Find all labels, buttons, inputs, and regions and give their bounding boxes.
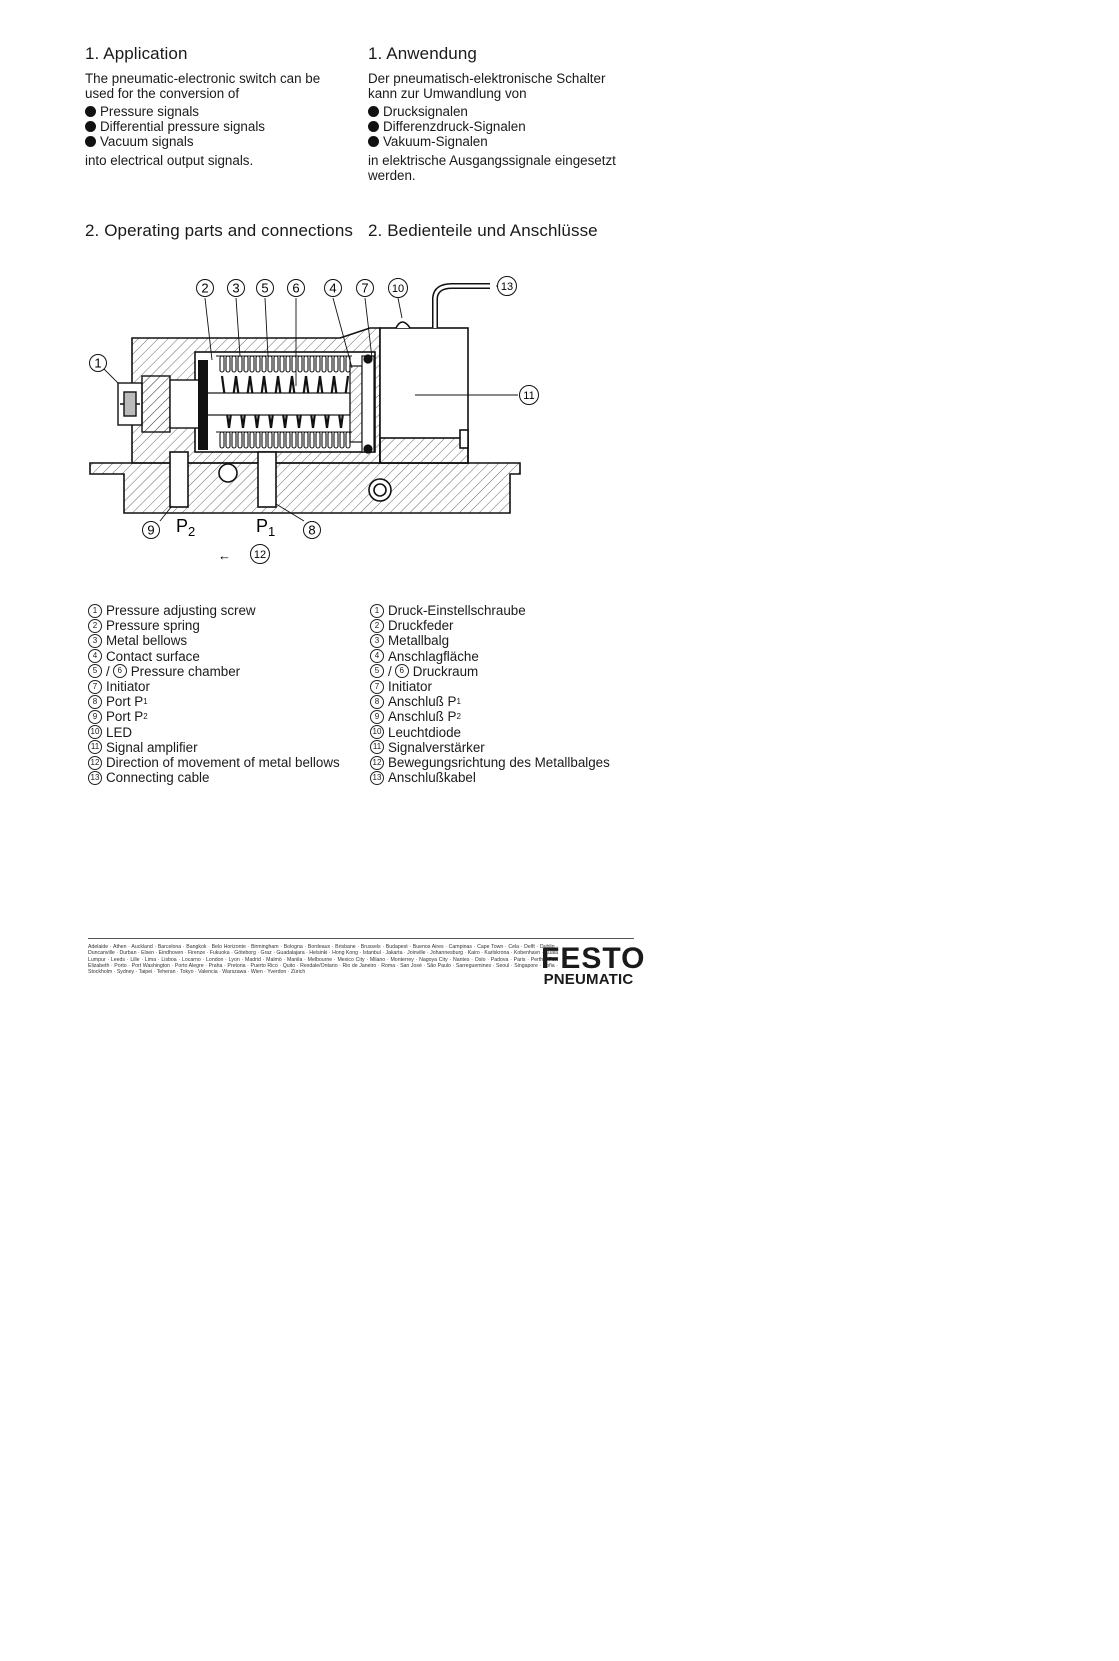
bullet-dot-icon — [85, 106, 96, 117]
legend-number-icon: 9 — [370, 710, 384, 724]
festo-logo — [541, 942, 646, 988]
callout-1 — [90, 355, 107, 372]
legend-text: Pressure adjusting screw — [106, 603, 256, 618]
legend-text: Signal amplifier — [106, 739, 198, 755]
legend-de — [370, 603, 610, 785]
legend-separator: / — [106, 663, 110, 679]
legend-item — [88, 725, 340, 740]
legend-text: Pressure spring — [106, 618, 200, 634]
callout-8 — [304, 522, 321, 539]
legend-number-icon: 8 — [88, 695, 102, 709]
legend-subscript: 1 — [143, 697, 148, 707]
svg-text:9: 9 — [147, 522, 155, 538]
legend-number-icon: 1 — [88, 604, 102, 618]
bullet-dot-icon — [368, 136, 379, 147]
legend-item — [88, 649, 340, 664]
svg-text:3: 3 — [232, 280, 240, 296]
legend-number-icon: 11 — [370, 740, 384, 754]
legend-number-icon: 4 — [88, 649, 102, 663]
bullet-text: Vacuum signals — [100, 134, 194, 149]
bullet-item — [368, 104, 526, 119]
bullet-item — [85, 104, 265, 119]
svg-text:5: 5 — [261, 280, 269, 296]
legend-text: Metallbalg — [388, 633, 450, 649]
svg-text:1: 1 — [94, 355, 102, 371]
legend-separator: / — [388, 663, 392, 679]
direction-arrow-icon: ← — [218, 548, 231, 563]
operating-title-de: 2. Bedienteile und Anschlüsse — [368, 221, 598, 240]
legend-text: Initiator — [388, 679, 432, 695]
svg-text:7: 7 — [361, 280, 369, 296]
legend-number-icon: 12 — [88, 756, 102, 770]
callout-11 — [520, 386, 539, 405]
legend-text: Bewegungsrichtung des Metallbalges — [388, 755, 610, 771]
callout-7 — [357, 280, 374, 297]
legend-number-icon: 13 — [88, 771, 102, 785]
legend-item — [370, 633, 610, 648]
legend-text: Anschluß P — [388, 709, 457, 725]
application-intro-en: The pneumatic-electronic switch can be used for the conversion of — [85, 71, 321, 101]
footer-rule — [88, 938, 634, 939]
callout-5 — [257, 280, 274, 297]
legend-item — [88, 633, 340, 648]
legend-item — [370, 755, 610, 770]
application-bullets-de — [368, 104, 526, 149]
legend-text: Leuchtdiode — [388, 724, 461, 740]
legend-item — [88, 679, 340, 694]
legend-en — [88, 603, 340, 785]
callout-3 — [228, 280, 245, 297]
legend-item — [88, 770, 340, 785]
application-title-de: 1. Anwendung — [368, 44, 477, 63]
legend-text: Anschlußkabel — [388, 770, 476, 786]
legend-number-icon: 3 — [88, 634, 102, 648]
legend-item — [88, 755, 340, 770]
svg-text:12: 12 — [253, 549, 267, 561]
legend-item — [88, 709, 340, 724]
svg-text:4: 4 — [329, 280, 337, 296]
bullet-text: Vakuum-Signalen — [383, 134, 488, 149]
bullet-text: Pressure signals — [100, 104, 199, 119]
bullet-text: Differenzdruck-Signalen — [383, 119, 526, 134]
legend-number-icon: 5 — [370, 664, 384, 678]
legend-item — [370, 649, 610, 664]
legend-number-icon: 6 — [113, 664, 127, 678]
legend-number-icon: 13 — [370, 771, 384, 785]
svg-text:8: 8 — [308, 522, 316, 538]
legend-item — [370, 740, 610, 755]
legend-number-icon: 11 — [88, 740, 102, 754]
legend-item — [370, 664, 610, 679]
legend-subscript: 2 — [143, 712, 148, 722]
bullet-item — [368, 119, 526, 134]
legend-text: Initiator — [106, 679, 150, 695]
svg-text:13: 13 — [500, 281, 514, 293]
legend-subscript: 2 — [456, 712, 461, 722]
legend-number-icon: 1 — [370, 604, 384, 618]
bullet-text: Differential pressure signals — [100, 119, 265, 134]
legend-item — [88, 618, 340, 633]
legend-number-icon: 5 — [88, 664, 102, 678]
application-outro-en: into electrical output signals. — [85, 153, 254, 168]
adjusting-screw — [118, 376, 200, 432]
legend-number-icon: 4 — [370, 649, 384, 663]
legend-subscript: 1 — [456, 697, 461, 707]
legend-number-icon: 3 — [370, 634, 384, 648]
svg-text:2: 2 — [201, 280, 209, 296]
legend-text: Anschlagfläche — [388, 648, 479, 664]
legend-text: Signalverstärker — [388, 739, 485, 755]
contact-plate — [198, 360, 208, 450]
legend-number-icon: 12 — [370, 756, 384, 770]
callout-10 — [389, 279, 408, 298]
legend-text: Druckraum — [412, 663, 479, 679]
bullet-dot-icon — [368, 121, 379, 132]
bullet-item — [368, 134, 526, 149]
legend-text: Druck-Einstellschraube — [388, 603, 526, 618]
application-title-en: 1. Application — [85, 44, 188, 63]
callout-12 — [251, 545, 270, 564]
legend-number-icon: 2 — [88, 619, 102, 633]
svg-text:6: 6 — [292, 280, 300, 296]
bullet-dot-icon — [85, 136, 96, 147]
legend-text: Port P — [106, 694, 144, 710]
port-p1-label: $P_1$ — [256, 516, 276, 539]
callout-6 — [288, 280, 305, 297]
legend-number-icon: 10 — [370, 725, 384, 739]
legend-text: Anschluß P — [388, 694, 457, 710]
legend-item — [88, 694, 340, 709]
port-p2-label: $P_2$ — [176, 516, 196, 539]
bullet-text: Drucksignalen — [383, 104, 468, 119]
legend-item — [370, 770, 610, 785]
bullet-dot-icon — [368, 106, 379, 117]
legend-text: Direction of movement of metal bellows — [106, 755, 340, 771]
legend-item — [370, 709, 610, 724]
application-outro-de: in elektrische Ausgangssignale eingesetzt werden. — [368, 153, 616, 183]
legend-number-icon: 6 — [395, 664, 409, 678]
legend-item — [88, 603, 340, 618]
application-bullets-en — [85, 104, 265, 149]
legend-number-icon: 7 — [88, 680, 102, 694]
legend-item — [88, 740, 340, 755]
legend-text: Druckfeder — [388, 618, 454, 634]
svg-text:11: 11 — [523, 390, 535, 402]
legend-text: Contact surface — [106, 648, 200, 664]
legend-text: Connecting cable — [106, 770, 210, 786]
bullet-item — [85, 134, 265, 149]
legend-number-icon: 2 — [370, 619, 384, 633]
operating-title-en: 2. Operating parts and connections — [85, 221, 354, 240]
callout-13 — [498, 277, 517, 296]
legend-number-icon: 10 — [88, 725, 102, 739]
callout-2 — [197, 280, 214, 297]
legend-text: Metal bellows — [106, 633, 188, 649]
footer-cities: Adelaide · Athen · Auckland · Barcelona · Bangkok · Belo Horizonte · Birmingham · Bologna · Bordeaux · Brisbane · Brussels · Budapest · Buenos Aires · Campinas · Cape Town · Cela · Delft · Dublin · Duncanville · Durban · Elsen · Eindhoven · Firenze · Fukuoka · Göteborg · Graz · Guadalajara · Helsinki · Hong Kong · Istanbul · Jakarta · Joinville · Johannesburg · Kairo · Karlskrona · Kobenhavn · Kuala Lumpur · Leeds · Lille · Lima · Lisboa · Locarno · London · Lyon · Madrid · Malmö · Manila · Melbourne · Mexico City · Milano · Monterrey · Nagoya City · Nantes · Oslo · Padova · Paris · Perth · Port Elizabeth · Porto · Port Washington · Porto Alegre · Praha · Pretoria · Puerto Rico · Quito · Rexdale/Ontario · Rio de Janeiro · Roma · San José · São Paulo · Sarreguemines · Seoul · Singapore · Sofia · Stockholm · Sydney · Taipei · Teheran · Tokyo · Valencia · Warszawa · Wien · Yverdon · Zürich — [88, 944, 558, 976]
legend-item — [370, 679, 610, 694]
legend-text: Pressure chamber — [130, 663, 241, 679]
legend-item — [370, 694, 610, 709]
bellows-top — [216, 356, 352, 372]
switch-cross-section-diagram — [80, 268, 540, 578]
application-intro-de: Der pneumatisch-elektronische Schalter kann zur Umwandlung von — [368, 71, 606, 101]
legend-item — [88, 664, 340, 679]
legend-item — [370, 603, 610, 618]
bullet-item — [85, 119, 265, 134]
legend-item — [370, 618, 610, 633]
legend-item — [370, 725, 610, 740]
legend-number-icon: 7 — [370, 680, 384, 694]
legend-text: LED — [106, 724, 133, 740]
logo-festo-text: FESTO — [541, 942, 646, 975]
logo-pneumatic-text: PNEUMATIC — [543, 971, 634, 988]
legend-number-icon: 9 — [88, 710, 102, 724]
bellows-bottom — [216, 432, 352, 448]
callout-4 — [325, 280, 342, 297]
bullet-dot-icon — [85, 121, 96, 132]
legend-number-icon: 8 — [370, 695, 384, 709]
legend-text: Port P — [106, 709, 144, 725]
svg-text:10: 10 — [391, 283, 405, 295]
callout-9 — [143, 522, 160, 539]
